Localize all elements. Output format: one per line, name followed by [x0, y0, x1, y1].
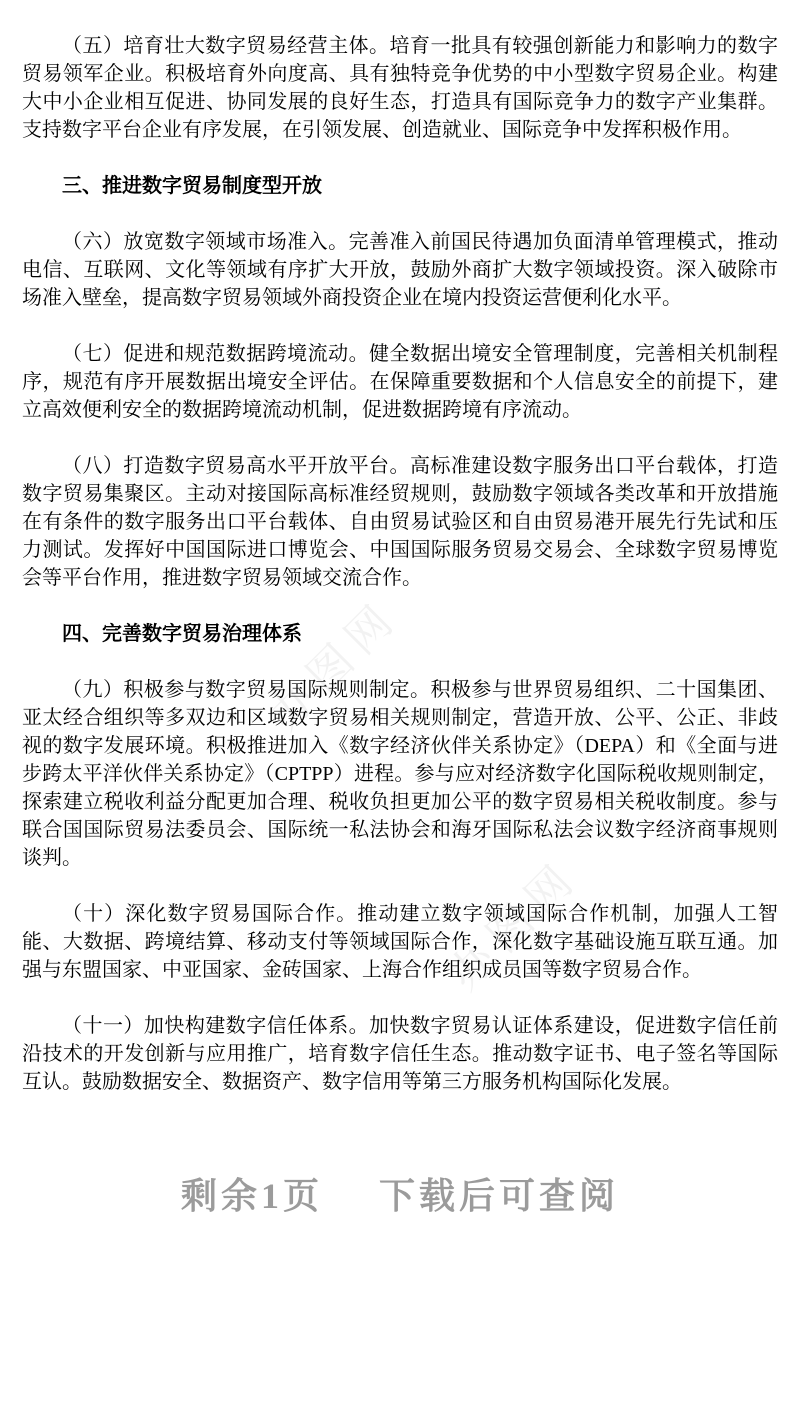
paragraph: （九）积极参与数字贸易国际规则制定。积极参与世界贸易组织、二十国集团、亚太经合组织等多双边和区域数字贸易相关规则制定，营造开放、公平、公正、非歧视的数字发展环境。积极推进加入《数字经济伙伴关系协定》（DEPA）和《全面与进步跨太平洋伙伴关系协定》（CPTPP）进程。参与应对经济数字化国际税收规则制定，探索建立税收利益分配更加合理、税收负担更加公平的数字贸易相关税收制度。参与联合国国际贸易法委员会、国际统一私法协会和海牙国际私法会议数字经济商事规则谈判。: [22, 679, 778, 869]
footer-note: [22, 1168, 778, 1219]
section-heading: 三、推进数字贸易制度型开放: [62, 175, 322, 197]
paragraph: （八）打造数字贸易高水平开放平台。高标准建设数字服务出口平台载体，打造数字贸易集聚区。主动对接国际高标准经贸规则，鼓励数字领域各类改革和开放措施在有条件的数字服务出口平台载体、自由贸易试验区和自由贸易港开展先行先试和压力测试。发挥好中国国际进口博览会、中国国际服务贸易交易会、全球数字贸易博览会等平台作用，推进数字贸易领域交流合作。: [22, 455, 778, 589]
paragraph: （十）深化数字贸易国际合作。推动建立数字领域国际合作机制，加强人工智能、大数据、跨境结算、移动支付等领域国际合作，深化数字基础设施互联互通。加强与东盟国家、中亚国家、金砖国家、上海合作组织成员国等数字贸易合作。: [22, 903, 778, 981]
document-body: [22, 32, 778, 1096]
paragraph: （七）促进和规范数据跨境流动。健全数据出境安全管理制度，完善相关机制程序，规范有序开展数据出境安全评估。在保障重要数据和个人信息安全的前提下，建立高效便利安全的数据跨境流动机制，促进数据跨境有序流动。: [22, 343, 778, 421]
download-hint-label: 下载后可查阅: [379, 1176, 620, 1216]
watermark-text: 办图网: [259, 590, 409, 740]
paragraph: （十一）加快构建数字信任体系。加快数字贸易认证体系建设，促进数字信任前沿技术的开发创新与应用推广，培育数字信任生态。推动数字证书、电子签名等国际互认。鼓励数据安全、数据资产、数字信用等第三方服务机构国际化发展。: [22, 1015, 778, 1093]
remaining-pages-label: 剩余1页: [180, 1176, 323, 1216]
section-heading: 四、完善数字贸易治理体系: [62, 623, 302, 645]
watermark-text: 办图网: [439, 850, 589, 1000]
paragraph: （五）培育壮大数字贸易经营主体。培育一批具有较强创新能力和影响力的数字贸易领军企业。积极培育外向度高、具有独特竞争优势的中小型数字贸易企业。构建大中小企业相互促进、协同发展的良好生态，打造具有国际竞争力的数字产业集群。支持数字平台企业有序发展，在引领发展、创造就业、国际竞争中发挥积极作用。: [22, 35, 778, 141]
paragraph: （六）放宽数字领域市场准入。完善准入前国民待遇加负面清单管理模式，推动电信、互联网、文化等领域有序扩大开放，鼓励外商扩大数字领域投资。深入破除市场准入壁垒，提高数字贸易领域外商投资企业在境内投资运营便利化水平。: [22, 231, 778, 309]
